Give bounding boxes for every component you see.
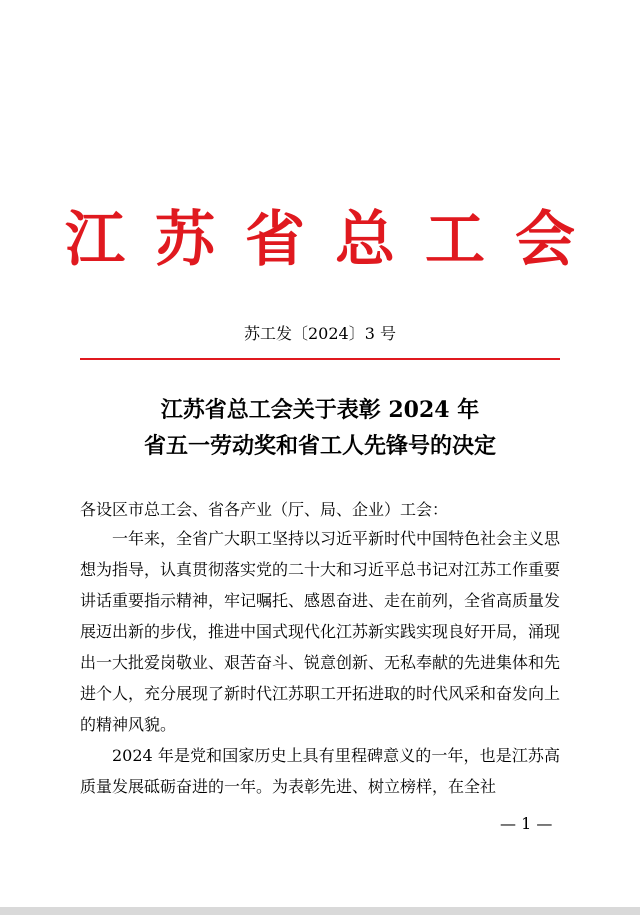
salutation: 各设区市总工会、省各产业（厅、局、企业）工会：	[80, 500, 449, 519]
red-divider-line	[80, 358, 560, 360]
document-heading-line-2: 省五一劳动奖和省工人先锋号的决定	[143, 433, 496, 459]
body-paragraph-2: 2024 年是党和国家历史上具有里程碑意义的一年，也是江苏高质量发展砥砺奋进的一年。为表彰先进、树立榜样，在全社	[80, 746, 560, 796]
org-title: 江苏省总工会	[65, 205, 605, 275]
body-paragraph-1: 一年来，全省广大职工坚持以习近平新时代中国特色社会主义思想为指导，认真贯彻落实党的二十大和习近平总书记对江苏工作重要讲话重要指示精神，牢记嘱托、感恩奋进、走在前列，全省高质量发展迈出新的步伐，推进中国式现代化江苏新实践实现良好开局，涌现出一大批爱岗敬业、艰苦奋斗、锐意创新、无私奉献的先进集体和先进个人，充分展现了新时代江苏职工开拓进取的时代风采和奋发向上的精神风貌。	[80, 529, 561, 734]
document-heading-line-1: 江苏省总工会关于表彰 2024 年	[160, 397, 480, 423]
page-number: — 1 —	[500, 814, 553, 833]
document-number: 苏工发〔2024〕3 号	[244, 324, 396, 343]
page-bottom-edge	[0, 907, 640, 915]
